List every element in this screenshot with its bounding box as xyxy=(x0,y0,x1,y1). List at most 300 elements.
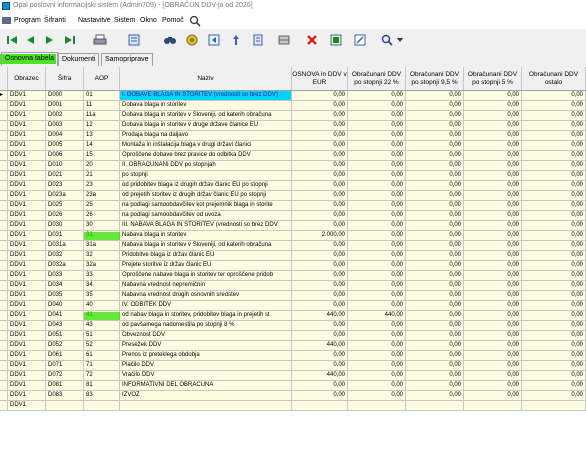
cell-osnova[interactable]: 0,00 xyxy=(292,171,348,181)
cell-obrazec[interactable]: DDV1 xyxy=(8,251,46,261)
cell-ddv-95[interactable]: 0,00 xyxy=(406,141,464,151)
cell-naziv[interactable]: Plačilo DDV xyxy=(120,361,292,371)
cell-obrazec[interactable]: DDV1 xyxy=(8,141,46,151)
cell-ddv-22[interactable]: 0,00 xyxy=(348,261,406,271)
row-indicator[interactable] xyxy=(0,151,8,161)
cell-ddv-ostalo[interactable]: 0,00 xyxy=(522,111,586,121)
next-record-icon[interactable] xyxy=(42,32,58,48)
row-indicator[interactable] xyxy=(0,231,8,241)
table-row[interactable] xyxy=(0,401,586,411)
cell-aop[interactable]: 23a xyxy=(84,191,120,201)
table-row[interactable] xyxy=(0,211,586,221)
cell-naziv[interactable]: INFORMATIVNI DEL OBRAČUNA xyxy=(120,381,292,391)
cell-ddv-95[interactable]: 0,00 xyxy=(406,251,464,261)
cell-sifra[interactable]: D005 xyxy=(46,141,84,151)
cell-osnova[interactable]: 0,00 xyxy=(292,161,348,171)
cell-osnova[interactable]: 0,00 xyxy=(292,191,348,201)
search-icon[interactable] xyxy=(189,15,201,27)
cell-ddv-95[interactable]: 0,00 xyxy=(406,291,464,301)
cell-aop[interactable]: 11a xyxy=(84,111,120,121)
cell-obrazec[interactable]: DDV1 xyxy=(8,391,46,401)
cell-ddv-5[interactable]: 0,00 xyxy=(464,271,522,281)
cell-ddv-5[interactable]: 0,00 xyxy=(464,301,522,311)
cell-ddv-95[interactable]: 0,00 xyxy=(406,181,464,191)
cell-ddv-ostalo[interactable]: 0,00 xyxy=(522,261,586,271)
cell-ddv-5[interactable]: 0,00 xyxy=(464,181,522,191)
cell-osnova[interactable]: 2.000,00 xyxy=(292,231,348,241)
cell-obrazec[interactable]: DDV1 xyxy=(8,201,46,211)
cell-aop[interactable]: 83 xyxy=(84,391,120,401)
cell-ddv-22[interactable]: 0,00 xyxy=(348,371,406,381)
cell-ddv-5[interactable]: 0,00 xyxy=(464,131,522,141)
cell-osnova[interactable]: 0,00 xyxy=(292,101,348,111)
cell-obrazec[interactable]: DDV1 xyxy=(8,221,46,231)
row-indicator[interactable] xyxy=(0,241,8,251)
header-ddv-95[interactable]: Obračunani DDV po stopnji 9,5 % xyxy=(406,67,464,90)
cell-ddv-ostalo[interactable]: 0,00 xyxy=(522,181,586,191)
cell-obrazec[interactable]: DDV1 xyxy=(8,291,46,301)
cell-ddv-22[interactable]: 0,00 xyxy=(348,111,406,121)
cell-ddv-ostalo[interactable]: 0,00 xyxy=(522,131,586,141)
cell-obrazec[interactable]: DDV1 xyxy=(8,241,46,251)
cell-obrazec[interactable]: DDV1 xyxy=(8,151,46,161)
cell-sifra[interactable]: D071 xyxy=(46,361,84,371)
cell-obrazec[interactable]: DDV1 xyxy=(8,261,46,271)
cell-ddv-95[interactable]: 0,00 xyxy=(406,371,464,381)
cell-ddv-95[interactable]: 0,00 xyxy=(406,281,464,291)
cell-ddv-95[interactable]: 0,00 xyxy=(406,261,464,271)
cell-ddv-5[interactable]: 0,00 xyxy=(464,221,522,231)
cell-ddv-ostalo[interactable]: 0,00 xyxy=(522,311,586,321)
cell-sifra[interactable]: D026 xyxy=(46,211,84,221)
table-row[interactable] xyxy=(0,371,586,381)
table-row[interactable] xyxy=(0,121,586,131)
table-row[interactable] xyxy=(0,301,586,311)
cell-osnova[interactable]: 0,00 xyxy=(292,391,348,401)
cell-naziv[interactable]: Dobava blaga in storitev v Sloveniji, od katerih obračuna xyxy=(120,111,292,121)
cell-naziv[interactable]: III. NABAVA BLAGA IN STORITEV (vrednosti so brez DDV xyxy=(120,221,292,231)
cell-aop[interactable]: 13 xyxy=(84,131,120,141)
cell-ddv-ostalo[interactable]: 0,00 xyxy=(522,371,586,381)
cell-ddv-5[interactable]: 0,00 xyxy=(464,241,522,251)
cell-ddv-95[interactable]: 0,00 xyxy=(406,91,464,101)
table-row[interactable] xyxy=(0,131,586,141)
table-row[interactable] xyxy=(0,241,586,251)
cell-naziv[interactable]: od pridobitev blaga iz drugih držav članic EU po stopnji xyxy=(120,181,292,191)
cell-obrazec[interactable]: DDV1 xyxy=(8,351,46,361)
menu-program[interactable]: Program xyxy=(14,17,41,24)
cell-ddv-ostalo[interactable]: 0,00 xyxy=(522,381,586,391)
cell-naziv[interactable]: Prejete storitve iz držav članic EU xyxy=(120,261,292,271)
current-row-indicator[interactable]: ▸ xyxy=(0,91,8,101)
cell-ddv-95[interactable]: 0,00 xyxy=(406,161,464,171)
row-indicator[interactable] xyxy=(0,371,8,381)
cell-ddv-ostalo[interactable]: 0,00 xyxy=(522,271,586,281)
cell-ddv-22[interactable]: 0,00 xyxy=(348,291,406,301)
cell-ddv-22[interactable]: 0,00 xyxy=(348,121,406,131)
cell-sifra[interactable]: D041 xyxy=(46,311,84,321)
cell-obrazec[interactable]: DDV1 xyxy=(8,301,46,311)
view-icon[interactable] xyxy=(126,32,142,48)
cell-aop[interactable]: 15 xyxy=(84,151,120,161)
cell-sifra[interactable]: D031 xyxy=(46,231,84,241)
cell-ddv-5[interactable]: 0,00 xyxy=(464,291,522,301)
cell-osnova[interactable]: 440,00 xyxy=(292,371,348,381)
header-ddv-5[interactable]: Obračunani DDV po stopnji 5 % xyxy=(464,67,522,90)
cell-ddv-22[interactable] xyxy=(348,401,406,411)
cell-sifra[interactable]: D003 xyxy=(46,121,84,131)
row-indicator[interactable] xyxy=(0,161,8,171)
row-indicator[interactable] xyxy=(0,201,8,211)
table-row[interactable] xyxy=(0,111,586,121)
cell-osnova[interactable]: 0,00 xyxy=(292,111,348,121)
tab-samopripravе[interactable]: Samopripravе xyxy=(101,53,153,66)
cell-obrazec[interactable]: DDV1 xyxy=(8,281,46,291)
cell-ddv-22[interactable]: 440,00 xyxy=(348,311,406,321)
cell-osnova[interactable]: 0,00 xyxy=(292,381,348,391)
cell-ddv-95[interactable]: 0,00 xyxy=(406,101,464,111)
cell-obrazec[interactable]: DDV1 xyxy=(8,101,46,111)
cell-ddv-ostalo[interactable]: 0,00 xyxy=(522,331,586,341)
row-indicator[interactable] xyxy=(0,301,8,311)
cell-ddv-22[interactable]: 0,00 xyxy=(348,91,406,101)
cell-ddv-ostalo[interactable]: 0,00 xyxy=(522,121,586,131)
cell-ddv-5[interactable]: 0,00 xyxy=(464,161,522,171)
cell-ddv-5[interactable]: 0,00 xyxy=(464,321,522,331)
cell-ddv-22[interactable]: 0,00 xyxy=(348,351,406,361)
cell-aop[interactable]: 20 xyxy=(84,161,120,171)
cell-sifra[interactable]: D035 xyxy=(46,291,84,301)
cell-aop[interactable]: 61 xyxy=(84,351,120,361)
cell-ddv-95[interactable]: 0,00 xyxy=(406,131,464,141)
cell-naziv[interactable]: Obveznost DDV xyxy=(120,331,292,341)
cell-ddv-22[interactable]: 0,00 xyxy=(348,171,406,181)
cell-ddv-95[interactable] xyxy=(406,401,464,411)
report-icon[interactable] xyxy=(250,32,266,48)
cell-ddv-ostalo[interactable]: 0,00 xyxy=(522,141,586,151)
cell-ddv-95[interactable]: 0,00 xyxy=(406,391,464,401)
cell-aop[interactable]: 32 xyxy=(84,251,120,261)
cell-ddv-22[interactable]: 0,00 xyxy=(348,251,406,261)
table-row[interactable] xyxy=(0,221,586,231)
refresh-icon[interactable] xyxy=(184,32,200,48)
cell-ddv-ostalo[interactable]: 0,00 xyxy=(522,221,586,231)
cell-sifra[interactable]: D031a xyxy=(46,241,84,251)
cell-obrazec[interactable]: DDV1 xyxy=(8,371,46,381)
cell-aop[interactable]: 72 xyxy=(84,371,120,381)
cell-ddv-ostalo[interactable]: 0,00 xyxy=(522,251,586,261)
cell-ddv-5[interactable]: 0,00 xyxy=(464,381,522,391)
cell-osnova[interactable]: 0,00 xyxy=(292,251,348,261)
row-indicator[interactable] xyxy=(0,391,8,401)
cell-ddv-95[interactable]: 0,00 xyxy=(406,221,464,231)
row-indicator[interactable] xyxy=(0,121,8,131)
cell-ddv-22[interactable]: 0,00 xyxy=(348,201,406,211)
cell-ddv-22[interactable]: 0,00 xyxy=(348,181,406,191)
cell-ddv-5[interactable]: 0,00 xyxy=(464,211,522,221)
cell-ddv-5[interactable]: 0,00 xyxy=(464,121,522,131)
cell-ddv-95[interactable]: 0,00 xyxy=(406,351,464,361)
cell-sifra[interactable]: D023a xyxy=(46,191,84,201)
header-ddv-ostalo[interactable]: Obračunani DDV ostalo xyxy=(522,67,586,90)
cell-aop[interactable]: 33 xyxy=(84,271,120,281)
cell-ddv-22[interactable]: 0,00 xyxy=(348,301,406,311)
cell-ddv-ostalo[interactable]: 0,00 xyxy=(522,161,586,171)
cell-ddv-95[interactable]: 0,00 xyxy=(406,201,464,211)
cell-osnova[interactable]: 440,00 xyxy=(292,311,348,321)
table-row[interactable] xyxy=(0,341,586,351)
row-indicator[interactable] xyxy=(0,361,8,371)
cell-ddv-22[interactable]: 0,00 xyxy=(348,381,406,391)
cell-naziv[interactable]: IZVOZ xyxy=(120,391,292,401)
row-indicator[interactable] xyxy=(0,321,8,331)
cell-obrazec[interactable]: DDV1 xyxy=(8,231,46,241)
row-indicator[interactable] xyxy=(0,341,8,351)
cell-aop[interactable]: 32a xyxy=(84,261,120,271)
cell-obrazec[interactable]: DDV1 xyxy=(8,361,46,371)
cell-obrazec[interactable]: DDV1 xyxy=(8,111,46,121)
menu-sifranti[interactable]: Šifranti xyxy=(44,17,66,24)
cell-ddv-5[interactable]: 0,00 xyxy=(464,151,522,161)
cell-osnova[interactable]: 0,00 xyxy=(292,291,348,301)
cell-naziv[interactable]: Prodaja blaga na daljavo xyxy=(120,131,292,141)
cell-ddv-ostalo[interactable]: 0,00 xyxy=(522,201,586,211)
table-row[interactable] xyxy=(0,171,586,181)
cell-naziv[interactable]: od nabav blaga in storitev, pridobitev blaga in prejetih st xyxy=(120,311,292,321)
cell-ddv-ostalo[interactable]: 0,00 xyxy=(522,151,586,161)
cell-ddv-22[interactable]: 0,00 xyxy=(348,191,406,201)
cell-ddv-22[interactable]: 0,00 xyxy=(348,331,406,341)
cell-ddv-95[interactable]: 0,00 xyxy=(406,321,464,331)
cell-sifra[interactable] xyxy=(46,401,84,411)
cell-ddv-ostalo[interactable]: 0,00 xyxy=(522,361,586,371)
cell-ddv-ostalo[interactable]: 0,00 xyxy=(522,101,586,111)
cell-osnova[interactable]: 0,00 xyxy=(292,281,348,291)
tab-osnovna-tabela[interactable]: Osnovna tabela xyxy=(1,52,58,66)
cell-sifra[interactable]: D032a xyxy=(46,261,84,271)
cell-ddv-22[interactable]: 0,00 xyxy=(348,241,406,251)
cell-naziv[interactable]: od pavšalnega nadomestila po stopnji 8 % xyxy=(120,321,292,331)
cell-obrazec[interactable]: DDV1 xyxy=(8,271,46,281)
cell-osnova[interactable]: 0,00 xyxy=(292,261,348,271)
cell-osnova[interactable]: 0,00 xyxy=(292,351,348,361)
cell-obrazec[interactable]: DDV1 xyxy=(8,181,46,191)
cell-obrazec[interactable]: DDV1 xyxy=(8,331,46,341)
cell-osnova[interactable]: 0,00 xyxy=(292,271,348,281)
row-indicator[interactable] xyxy=(0,131,8,141)
table-row[interactable] xyxy=(0,151,586,161)
cell-osnova[interactable] xyxy=(292,401,348,411)
row-indicator[interactable] xyxy=(0,211,8,221)
cell-ddv-ostalo[interactable]: 0,00 xyxy=(522,211,586,221)
cell-ddv-5[interactable]: 0,00 xyxy=(464,171,522,181)
cell-obrazec[interactable]: DDV1 xyxy=(8,161,46,171)
header-sifra[interactable]: Šifra xyxy=(46,67,84,90)
edit-icon[interactable] xyxy=(352,32,368,48)
cell-ddv-ostalo[interactable]: 0,00 xyxy=(522,91,586,101)
cell-sifra[interactable]: D032 xyxy=(46,251,84,261)
cell-ddv-5[interactable]: 0,00 xyxy=(464,201,522,211)
cell-sifra[interactable]: D083 xyxy=(46,391,84,401)
cell-ddv-95[interactable]: 0,00 xyxy=(406,191,464,201)
tab-dokumenti[interactable]: Dokumenti xyxy=(58,53,99,66)
row-indicator[interactable] xyxy=(0,401,8,411)
table-row[interactable] xyxy=(0,161,586,171)
cell-ddv-22[interactable]: 0,00 xyxy=(348,161,406,171)
cell-ddv-ostalo[interactable]: 0,00 xyxy=(522,341,586,351)
cell-naziv[interactable]: Dobava blaga in storitev xyxy=(120,101,292,111)
cell-ddv-5[interactable] xyxy=(464,401,522,411)
cell-sifra[interactable]: D001 xyxy=(46,101,84,111)
cell-ddv-5[interactable]: 0,00 xyxy=(464,351,522,361)
header-aop[interactable]: AOP xyxy=(84,67,120,90)
cell-osnova[interactable]: 0,00 xyxy=(292,141,348,151)
cell-osnova[interactable]: 0,00 xyxy=(292,131,348,141)
row-indicator[interactable] xyxy=(0,181,8,191)
cell-aop[interactable]: 21 xyxy=(84,171,120,181)
cell-ddv-22[interactable]: 0,00 xyxy=(348,141,406,151)
grid-icon[interactable] xyxy=(276,32,292,48)
menu-okno[interactable]: Okno xyxy=(140,17,157,24)
cell-aop[interactable]: 26 xyxy=(84,211,120,221)
cell-osnova[interactable]: 0,00 xyxy=(292,151,348,161)
table-row[interactable] xyxy=(0,271,586,281)
cell-ddv-5[interactable]: 0,00 xyxy=(464,191,522,201)
menu-nastavitve[interactable]: Nastavitve xyxy=(78,17,111,24)
cell-ddv-95[interactable]: 0,00 xyxy=(406,121,464,131)
cell-naziv[interactable]: Montaža in inštalacija blaga v drugi državi članici xyxy=(120,141,292,151)
cell-obrazec[interactable]: DDV1 xyxy=(8,121,46,131)
table-row[interactable] xyxy=(0,331,586,341)
cell-ddv-5[interactable]: 0,00 xyxy=(464,141,522,151)
delete-icon[interactable] xyxy=(304,32,320,48)
table-row[interactable] xyxy=(0,321,586,331)
row-indicator[interactable] xyxy=(0,281,8,291)
zoom-search-icon[interactable] xyxy=(380,32,396,48)
table-row[interactable] xyxy=(0,391,586,401)
cell-osnova[interactable]: 0,00 xyxy=(292,321,348,331)
table-row[interactable] xyxy=(0,91,586,101)
cell-naziv[interactable]: Prenos iz preteklega obdobja xyxy=(120,351,292,361)
cell-aop[interactable]: 30 xyxy=(84,221,120,231)
cell-naziv[interactable]: Nabava blaga in storitev v Sloveniji, od katerih obračuna xyxy=(120,241,292,251)
cell-sifra[interactable]: D033 xyxy=(46,271,84,281)
row-indicator[interactable] xyxy=(0,221,8,231)
cell-osnova[interactable]: 0,00 xyxy=(292,91,348,101)
cell-ddv-5[interactable]: 0,00 xyxy=(464,91,522,101)
row-indicator[interactable] xyxy=(0,351,8,361)
cell-osnova[interactable]: 0,00 xyxy=(292,121,348,131)
cell-ddv-5[interactable]: 0,00 xyxy=(464,331,522,341)
cell-osnova[interactable]: 0,00 xyxy=(292,211,348,221)
cell-aop[interactable]: 40 xyxy=(84,301,120,311)
table-row[interactable] xyxy=(0,281,586,291)
cell-aop[interactable]: 11 xyxy=(84,101,120,111)
cell-obrazec[interactable]: DDV1 xyxy=(8,401,46,411)
cell-ddv-95[interactable]: 0,00 xyxy=(406,331,464,341)
cell-ddv-5[interactable]: 0,00 xyxy=(464,101,522,111)
cell-ddv-ostalo[interactable]: 0,00 xyxy=(522,281,586,291)
cell-osnova[interactable]: 0,00 xyxy=(292,181,348,191)
cell-obrazec[interactable]: DDV1 xyxy=(8,91,46,101)
cell-obrazec[interactable]: DDV1 xyxy=(8,171,46,181)
cell-ddv-95[interactable]: 0,00 xyxy=(406,381,464,391)
cell-ddv-ostalo[interactable]: 0,00 xyxy=(522,301,586,311)
cell-ddv-95[interactable]: 0,00 xyxy=(406,361,464,371)
table-row[interactable] xyxy=(0,201,586,211)
cell-ddv-95[interactable]: 0,00 xyxy=(406,171,464,181)
cell-ddv-22[interactable]: 0,00 xyxy=(348,281,406,291)
row-indicator[interactable] xyxy=(0,141,8,151)
cell-osnova[interactable]: 0,00 xyxy=(292,221,348,231)
row-indicator[interactable] xyxy=(0,381,8,391)
cell-naziv[interactable]: Nabavna vrednost drugih osnovnih sredstev xyxy=(120,291,292,301)
cell-osnova[interactable]: 0,00 xyxy=(292,241,348,251)
row-indicator[interactable] xyxy=(0,291,8,301)
cell-ddv-ostalo[interactable]: 0,00 xyxy=(522,351,586,361)
cell-ddv-ostalo[interactable] xyxy=(522,401,586,411)
data-grid[interactable] xyxy=(0,67,586,456)
row-indicator[interactable] xyxy=(0,331,8,341)
cell-sifra[interactable]: D000 xyxy=(46,91,84,101)
cell-aop[interactable]: 01 xyxy=(84,91,120,101)
cell-aop[interactable]: 31a xyxy=(84,241,120,251)
cell-aop[interactable]: 23 xyxy=(84,181,120,191)
cell-sifra[interactable]: D025 xyxy=(46,201,84,211)
cell-ddv-5[interactable]: 0,00 xyxy=(464,391,522,401)
cell-ddv-22[interactable]: 0,00 xyxy=(348,211,406,221)
cell-ddv-95[interactable]: 0,00 xyxy=(406,311,464,321)
cell-aop[interactable]: 43 xyxy=(84,321,120,331)
cell-naziv[interactable]: na podlagi samoobdavčitev kot prejemnik blaga in storite xyxy=(120,201,292,211)
cell-naziv[interactable]: Oproščene dobave brez pravice do odbitka DDV xyxy=(120,151,292,161)
cell-ddv-22[interactable]: 0,00 xyxy=(348,361,406,371)
cell-aop[interactable] xyxy=(84,401,120,411)
row-indicator[interactable] xyxy=(0,311,8,321)
system-menu-icon[interactable] xyxy=(2,17,11,24)
last-record-icon[interactable] xyxy=(62,32,78,48)
table-row[interactable] xyxy=(0,381,586,391)
table-row[interactable] xyxy=(0,291,586,301)
cell-ddv-22[interactable]: 0,00 xyxy=(348,391,406,401)
menu-sistem[interactable]: Sistem xyxy=(114,17,136,24)
cell-aop[interactable]: 35 xyxy=(84,291,120,301)
header-obrazec[interactable]: Obrazec xyxy=(8,67,46,90)
cell-naziv[interactable] xyxy=(120,401,292,411)
cell-naziv[interactable]: I. DOBAVE BLAGA IN STORITEV (vrednosti so brez DDV) xyxy=(120,91,292,101)
cell-aop[interactable]: 71 xyxy=(84,361,120,371)
cell-sifra[interactable]: D004 xyxy=(46,131,84,141)
table-row[interactable] xyxy=(0,361,586,371)
cell-obrazec[interactable]: DDV1 xyxy=(8,311,46,321)
row-indicator[interactable] xyxy=(0,111,8,121)
cell-naziv[interactable]: Oproščene nabave blaga in storitev ter oproščene pridob xyxy=(120,271,292,281)
cell-sifra[interactable]: D061 xyxy=(46,351,84,361)
table-row[interactable] xyxy=(0,101,586,111)
cell-osnova[interactable]: 0,00 xyxy=(292,361,348,371)
cell-sifra[interactable]: D002 xyxy=(46,111,84,121)
cell-ddv-22[interactable]: 0,00 xyxy=(348,221,406,231)
cell-ddv-5[interactable]: 0,00 xyxy=(464,261,522,271)
cell-sifra[interactable]: D040 xyxy=(46,301,84,311)
cell-aop[interactable]: 81 xyxy=(84,381,120,391)
cell-ddv-ostalo[interactable]: 0,00 xyxy=(522,171,586,181)
cell-sifra[interactable]: D030 xyxy=(46,221,84,231)
cell-ddv-ostalo[interactable]: 0,00 xyxy=(522,231,586,241)
table-row[interactable] xyxy=(0,261,586,271)
export-icon[interactable] xyxy=(206,32,222,48)
cell-ddv-22[interactable]: 0,00 xyxy=(348,101,406,111)
